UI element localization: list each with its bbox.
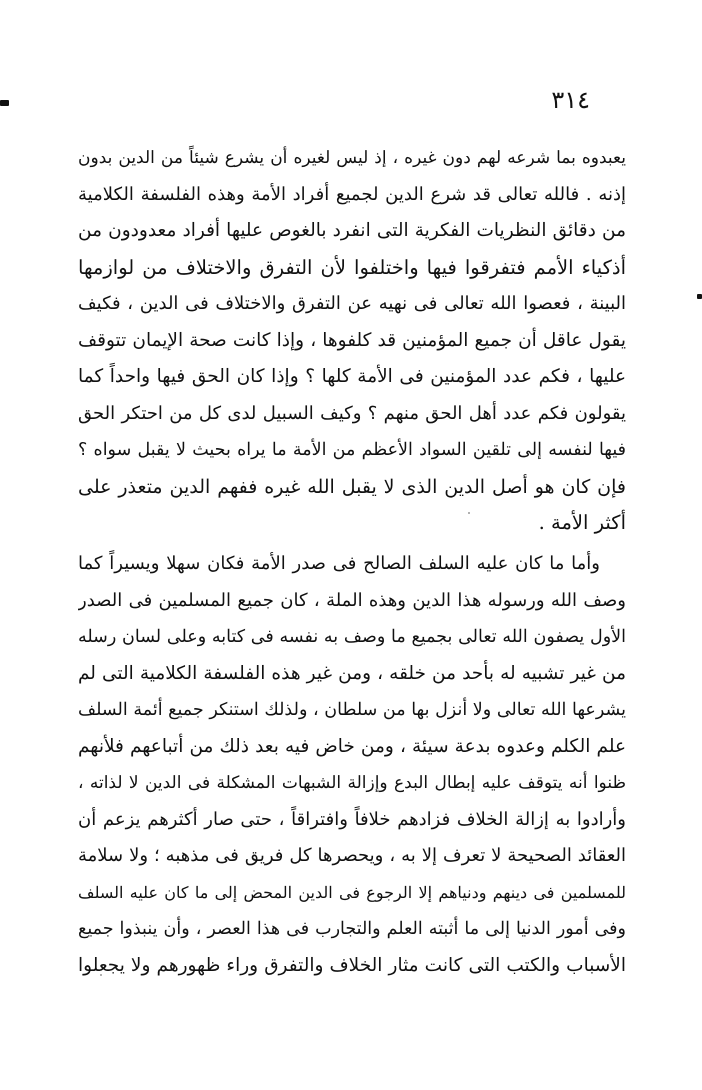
text-line: الأول يصفون الله تعالى بجميع ما وصف به نفسه فى كتابه وعلى لسان رسله — [78, 627, 626, 647]
text-line: وأما ما كان عليه السلف الصالح فى صدر الأمة فكان سهلا ويسيراً كما — [78, 553, 600, 574]
paragraph-1 — [78, 140, 626, 542]
text-line: يعبدوه بما شرعه لهم دون غيره ، إذ ليس لغيره أن يشرع شيئاً من الدين بدون — [78, 148, 626, 168]
text-line: من غير تشبيه له بأحد من خلقه ، ومن غير هذه الفلسفة الكلامية التى لم — [78, 662, 626, 684]
text-line: من دقائق النظريات الفكرية التى انفرد بالغوص عليها أفراد معدودون من — [78, 220, 626, 241]
text-line: ظنوا أنه يتوقف عليه إبطال البدع وإزالة الشبهات المشكلة فى الدين لا لذاته ، — [78, 773, 626, 793]
text-line: يشرعها الله تعالى ولا أنزل بها من سلطان ، ولذلك استنكر جميع أئمة السلف — [78, 700, 626, 720]
text-line: للمسلمين فى دينهم ودنياهم إلا الرجوع فى الدين المحض إلى ما كان عليه السلف — [78, 882, 626, 902]
margin-mark — [697, 294, 702, 299]
text-line: وصف الله ورسوله هذا الدين وهذه الملة ، كان جميع المسلمين فى الصدر — [78, 589, 626, 611]
text-line: الأسباب والكتب التى كانت مثار الخلاف والتفرق وراء ظهورهم ولا يجعلوا — [78, 954, 626, 976]
text-line: فإن كان هو أصل الدين الذى لا يقبل الله غيره ففهم الدين متعذر على — [78, 475, 626, 498]
text-line: يقول عاقل أن جميع المؤمنين قد كلفوها ، وإذا كانت صحة الإيمان تتوقف — [78, 329, 626, 351]
text-line: عليها ، فكم عدد المؤمنين فى الأمة كلها ؟ وإذا كان الحق فيها واحداً كما — [78, 366, 626, 387]
text-line: العقائد الصحيحة لا تعرف إلا به ، ويحصرها كل فريق فى مذهبه ؛ ولا سلامة — [78, 845, 626, 866]
text-line: فيها لنفسه إلى تلقين السواد الأعظم من الأمة ما يراه بحيث لا يقبل سواه ؟ — [78, 440, 626, 460]
text-line: علم الكلم وعدوه بدعة سيئة ، ومن خاض فيه بعد ذلك من أتباعهم فلأنهم — [78, 735, 626, 757]
text-line: وفى أمور الدنيا إلى ما أثبته العلم والتجارب فى هذا العصر ، وأن ينبذوا جميع — [78, 919, 626, 939]
page-number: ٣١٤ — [551, 86, 590, 114]
text-line: إذنه . فالله تعالى قد شرع الدين لجميع أفراد الأمة وهذه الفلسفة الكلامية — [78, 183, 626, 205]
text-line: البينة ، فعصوا الله تعالى فى نهيه عن التفرق والاختلاف فى الدين ، فكيف — [78, 293, 626, 314]
text-line: أذكياء الأمم فتفرقوا فيها واختلفوا لأن التفرق والاختلاف من لوازمها — [78, 255, 626, 279]
text-line: وأرادوا به إزالة الخلاف فزادهم خلافاً وافتراقاً ، حتى صار أكثرهم يزعم أن — [78, 808, 626, 830]
paragraph-2 — [78, 546, 626, 984]
text-line: أكثر الأمة . — [538, 511, 626, 534]
margin-mark — [0, 100, 9, 106]
text-line: يقولون فكم عدد أهل الحق منهم ؟ وكيف السبيل لدى كل من احتكر الحق — [78, 402, 626, 424]
